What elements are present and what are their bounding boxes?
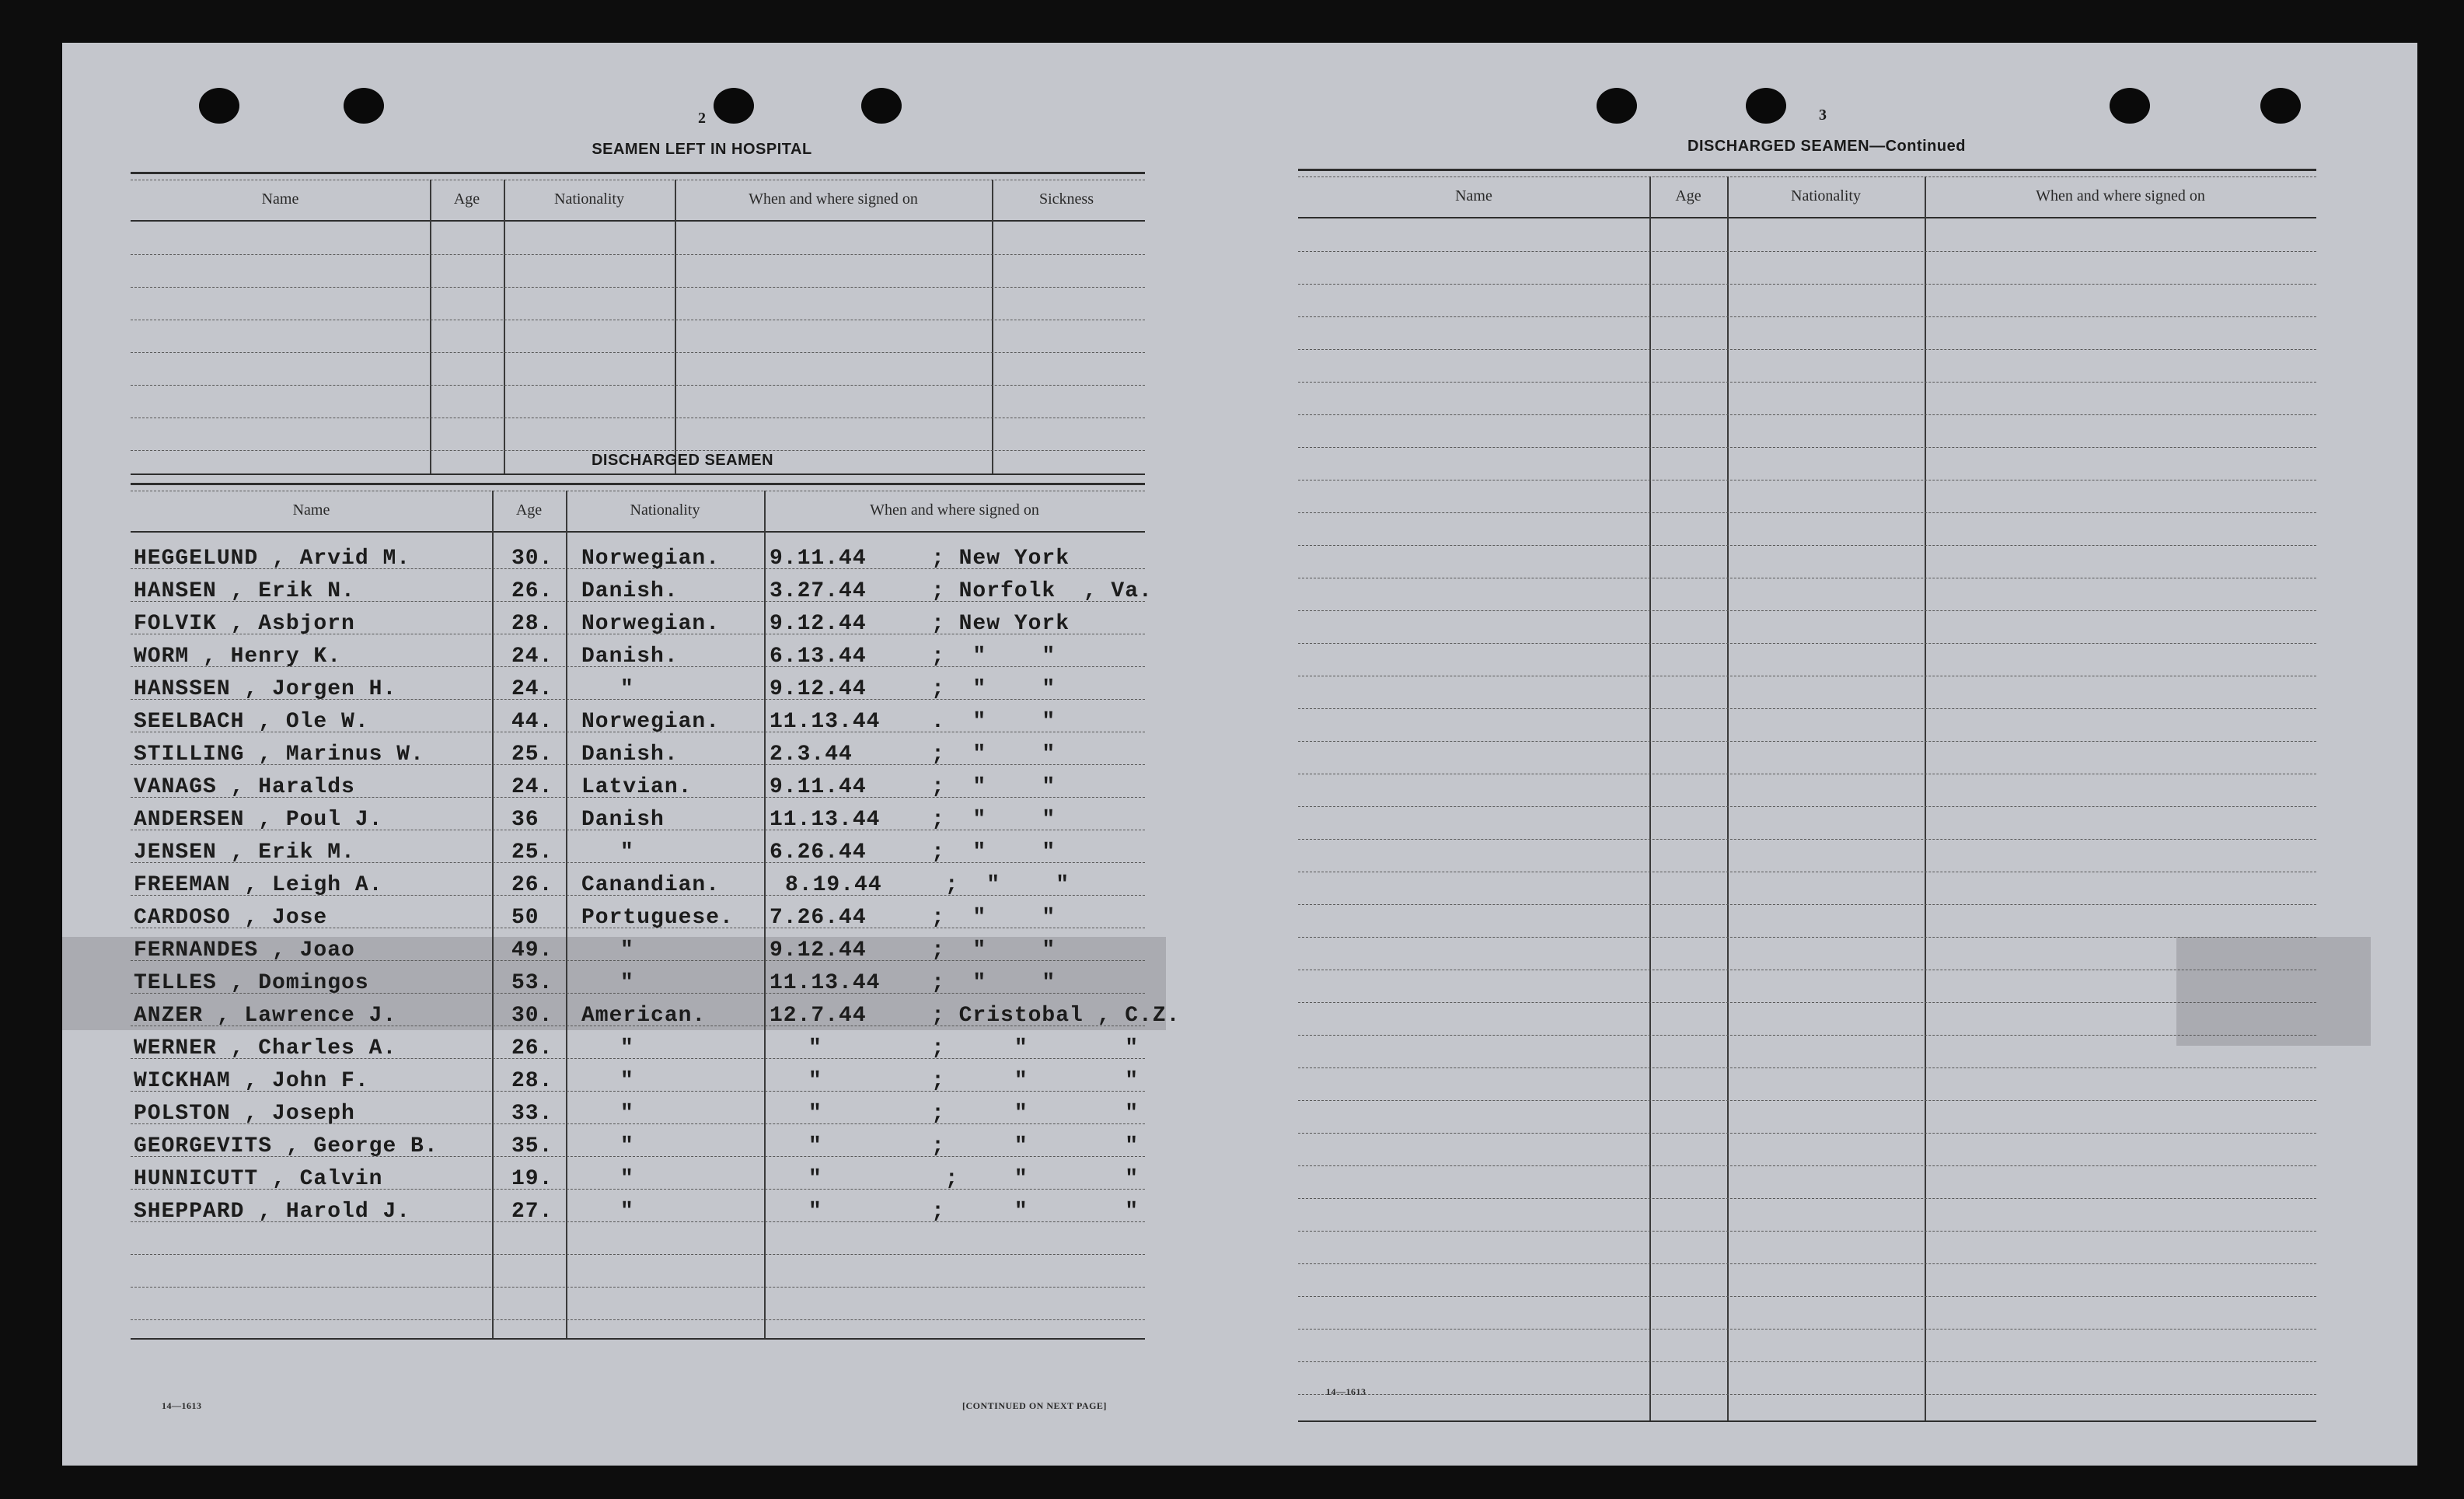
continued-header-age: Age [1675,187,1701,204]
signed-on-date: " [808,1036,822,1060]
seaman-nationality: " [620,840,634,865]
hospital-header-sickness: Sickness [1039,190,1094,208]
ruled-line [131,1319,1145,1320]
signed-on-date: 9.12.44 [770,938,867,963]
seaman-nationality: " [620,1167,634,1191]
column-divider [430,180,431,475]
signed-on-place: ; " " [931,1134,1140,1158]
column-divider [1925,176,1926,1420]
seaman-age: 30. [511,1004,553,1028]
discharged-section-title: DISCHARGED SEAMEN [591,452,774,469]
column-divider [504,180,505,475]
table-top-rule [1298,169,2316,171]
signed-on-date: " [808,1167,822,1191]
hospital-header-nationality: Nationality [554,190,624,208]
column-divider [566,491,567,1338]
seaman-name: CARDOSO , Jose [134,906,328,930]
signed-on-date: 2.3.44 [770,743,853,767]
ruled-line [1298,741,2316,742]
signed-on-place: . " " [931,710,1056,734]
ruled-line [131,287,1145,288]
seaman-age: 36 [511,808,539,832]
discharged-continued-title: DISCHARGED SEAMEN—Continued [1687,138,1966,155]
table-top-rule [131,172,1145,174]
seaman-nationality: Norwegian. [581,547,721,571]
seaman-name: FOLVIK , Asbjorn [134,612,355,636]
document-paper [62,43,2417,1466]
seaman-age: 24. [511,645,553,669]
ruled-line [131,385,1145,386]
seaman-nationality: " [620,1102,634,1126]
ruled-line [1298,1165,2316,1166]
seaman-nationality: " [620,1069,634,1093]
column-divider [492,491,494,1338]
seaman-name: WERNER , Charles A. [134,1036,397,1060]
seaman-name: HANSSEN , Jorgen H. [134,677,397,701]
ruled-line [1298,1198,2316,1199]
seaman-name: HUNNICUTT , Calvin [134,1167,383,1191]
column-divider [992,180,993,475]
ruled-line [1298,1100,2316,1101]
column-divider [764,491,766,1338]
ruled-line [1298,447,2316,448]
seaman-nationality: " [620,938,634,963]
signed-on-place: ; " " [931,1036,1140,1060]
signed-on-place: ; " " [931,1102,1140,1126]
seaman-nationality: Danish [581,808,665,832]
discharged-header-age: Age [515,501,543,519]
seaman-nationality: " [620,677,634,701]
right-page [1298,43,2402,1466]
seaman-nationality: Latvian. [581,775,693,799]
seaman-name: GEORGEVITS , George B. [134,1134,438,1158]
seaman-age: 30. [511,547,553,571]
hospital-header-name: Name [261,190,299,208]
seaman-name: WICKHAM , John F. [134,1069,369,1093]
signed-on-date: 7.26.44 [770,906,867,930]
seaman-age: 53. [511,971,553,995]
seaman-nationality: " [620,1036,634,1060]
ruled-line [131,352,1145,353]
seaman-age: 25. [511,743,553,767]
seaman-name: FREEMAN , Leigh A. [134,873,383,897]
signed-on-place: ; Cristobal , C.Z. [931,1004,1181,1028]
seaman-age: 28. [511,612,553,636]
signed-on-place: ; " " [931,808,1056,832]
column-divider [1649,176,1651,1420]
seaman-name: POLSTON , Joseph [134,1102,355,1126]
signed-on-date: 9.11.44 [770,547,867,571]
seaman-nationality: Canandian. [581,873,721,897]
continued-header-name: Name [1455,187,1492,204]
table-top-dotted-rule [1298,176,2316,177]
signed-on-place: ; " " [931,743,1056,767]
ruled-line [131,450,1145,451]
seaman-age: 33. [511,1102,553,1126]
seaman-age: 49. [511,938,553,963]
continued-header-rule [1298,217,2316,218]
seaman-age: 27. [511,1200,553,1224]
seaman-name: SHEPPARD , Harold J. [134,1200,411,1224]
seaman-age: 35. [511,1134,553,1158]
seaman-name: SEELBACH , Ole W. [134,710,369,734]
page-number: 3 [1819,107,1827,124]
discharged-header-signed-on: When and where signed on [870,501,1039,519]
seaman-age: 26. [511,579,553,603]
seaman-age: 26. [511,1036,553,1060]
signed-on-date: 12.7.44 [770,1004,867,1028]
seaman-name: HEGGELUND , Arvid M. [134,547,411,571]
continued-header-signed-on: When and where signed on [2036,187,2205,204]
seaman-nationality: Norwegian. [581,710,721,734]
signed-on-place: ; New York [931,612,1070,636]
seaman-nationality: Danish. [581,579,679,603]
seaman-nationality: " [620,1134,634,1158]
signed-on-place: ; " " [931,1069,1140,1093]
ruled-line [1298,512,2316,513]
signed-on-place: ; Norfolk , Va. [931,579,1153,603]
ruled-line [1298,316,2316,317]
ruled-line [1298,1002,2316,1003]
continued-note: [CONTINUED ON NEXT PAGE] [962,1400,1107,1411]
signed-on-place: ; " " [931,1167,1140,1191]
seaman-age: 25. [511,840,553,865]
signed-on-place: ; " " [931,971,1056,995]
seaman-age: 24. [511,775,553,799]
seaman-nationality: Norwegian. [581,612,721,636]
ruled-line [131,1287,1145,1288]
signed-on-date: 11.13.44 [770,710,881,734]
seaman-nationality: Danish. [581,645,679,669]
ruled-line [1298,1296,2316,1297]
seaman-name: JENSEN , Erik M. [134,840,355,865]
signed-on-date: 3.27.44 [770,579,867,603]
signed-on-place: ; " " [931,1200,1140,1224]
signed-on-place: ; " " [931,645,1056,669]
seaman-nationality: Danish. [581,743,679,767]
ruled-line [1298,839,2316,840]
ruled-line [1298,1361,2316,1362]
ruled-line [1298,937,2316,938]
discharged-header-rule [131,531,1145,533]
seaman-age: 44. [511,710,553,734]
seaman-age: 50 [511,906,539,930]
signed-on-date: 9.12.44 [770,677,867,701]
seaman-name: WORM , Henry K. [134,645,342,669]
ruled-line [1298,1067,2316,1068]
signed-on-date: " [808,1102,822,1126]
ruled-line [1298,806,2316,807]
seaman-nationality: American. [581,1004,707,1028]
signed-on-place: ; " " [931,906,1056,930]
hospital-header-age: Age [453,190,480,208]
column-divider [1727,176,1729,1420]
seaman-nationality: " [620,971,634,995]
signed-on-date: " [808,1069,822,1093]
form-number: 14—1613 [162,1400,202,1411]
discharged-header-nationality: Nationality [630,501,700,519]
ruled-line [1298,643,2316,644]
seaman-age: 24. [511,677,553,701]
signed-on-place: ; " " [931,775,1056,799]
seaman-age: 28. [511,1069,553,1093]
ruled-line [1298,545,2316,546]
seaman-nationality: " [620,1200,634,1224]
page-number: 2 [698,110,706,127]
signed-on-date: 11.13.44 [770,808,881,832]
column-divider [675,180,676,475]
ruled-line [1298,251,2316,252]
seaman-nationality: Portuguese. [581,906,734,930]
signed-on-date: " [808,1200,822,1224]
hospital-bottom-rule [131,473,1145,475]
seaman-name: STILLING , Marinus W. [134,743,424,767]
ruled-line [1298,1329,2316,1330]
ruled-line [1298,1133,2316,1134]
ruled-line [1298,1394,2316,1395]
ruled-line [1298,1035,2316,1036]
seaman-age: 26. [511,873,553,897]
ruled-line [1298,1231,2316,1232]
ruled-line [1298,349,2316,350]
discharged-header-name: Name [292,501,330,519]
ruled-line [1298,610,2316,611]
signed-on-place: ; New York [931,547,1070,571]
signed-on-date: 9.12.44 [770,612,867,636]
continued-header-nationality: Nationality [1791,187,1861,204]
seaman-name: ANDERSEN , Poul J. [134,808,383,832]
discharged-bottom-rule [131,1338,1145,1340]
hospital-header-signed-on: When and where signed on [749,190,918,208]
seaman-name: HANSEN , Erik N. [134,579,355,603]
ruled-line [1298,904,2316,905]
signed-on-date: 11.13.44 [770,971,881,995]
seaman-age: 19. [511,1167,553,1191]
signed-on-date: 6.13.44 [770,645,867,669]
signed-on-place: ; " " [931,938,1056,963]
seaman-name: TELLES , Domingos [134,971,369,995]
ruled-line [131,1254,1145,1255]
signed-on-date: 9.11.44 [770,775,867,799]
ruled-line [131,254,1145,255]
signed-on-place: ; " " [931,840,1056,865]
signed-on-place: ; " " [931,873,1070,897]
signed-on-date: 8.19.44 [785,873,882,897]
signed-on-place: ; " " [931,677,1056,701]
seaman-name: ANZER , Lawrence J. [134,1004,397,1028]
table-top-rule [131,483,1145,485]
ruled-line [1298,414,2316,415]
signed-on-date: 6.26.44 [770,840,867,865]
seaman-name: FERNANDES , Joao [134,938,355,963]
signed-on-date: " [808,1134,822,1158]
ruled-line [1298,708,2316,709]
continued-bottom-rule [1298,1420,2316,1422]
seaman-name: VANAGS , Haralds [134,775,355,799]
ruled-line [1298,284,2316,285]
hospital-section-title: SEAMEN LEFT IN HOSPITAL [592,141,812,158]
form-number: 14—1613 [1326,1386,1366,1397]
ruled-line [1298,1263,2316,1264]
ruled-line [1298,382,2316,383]
